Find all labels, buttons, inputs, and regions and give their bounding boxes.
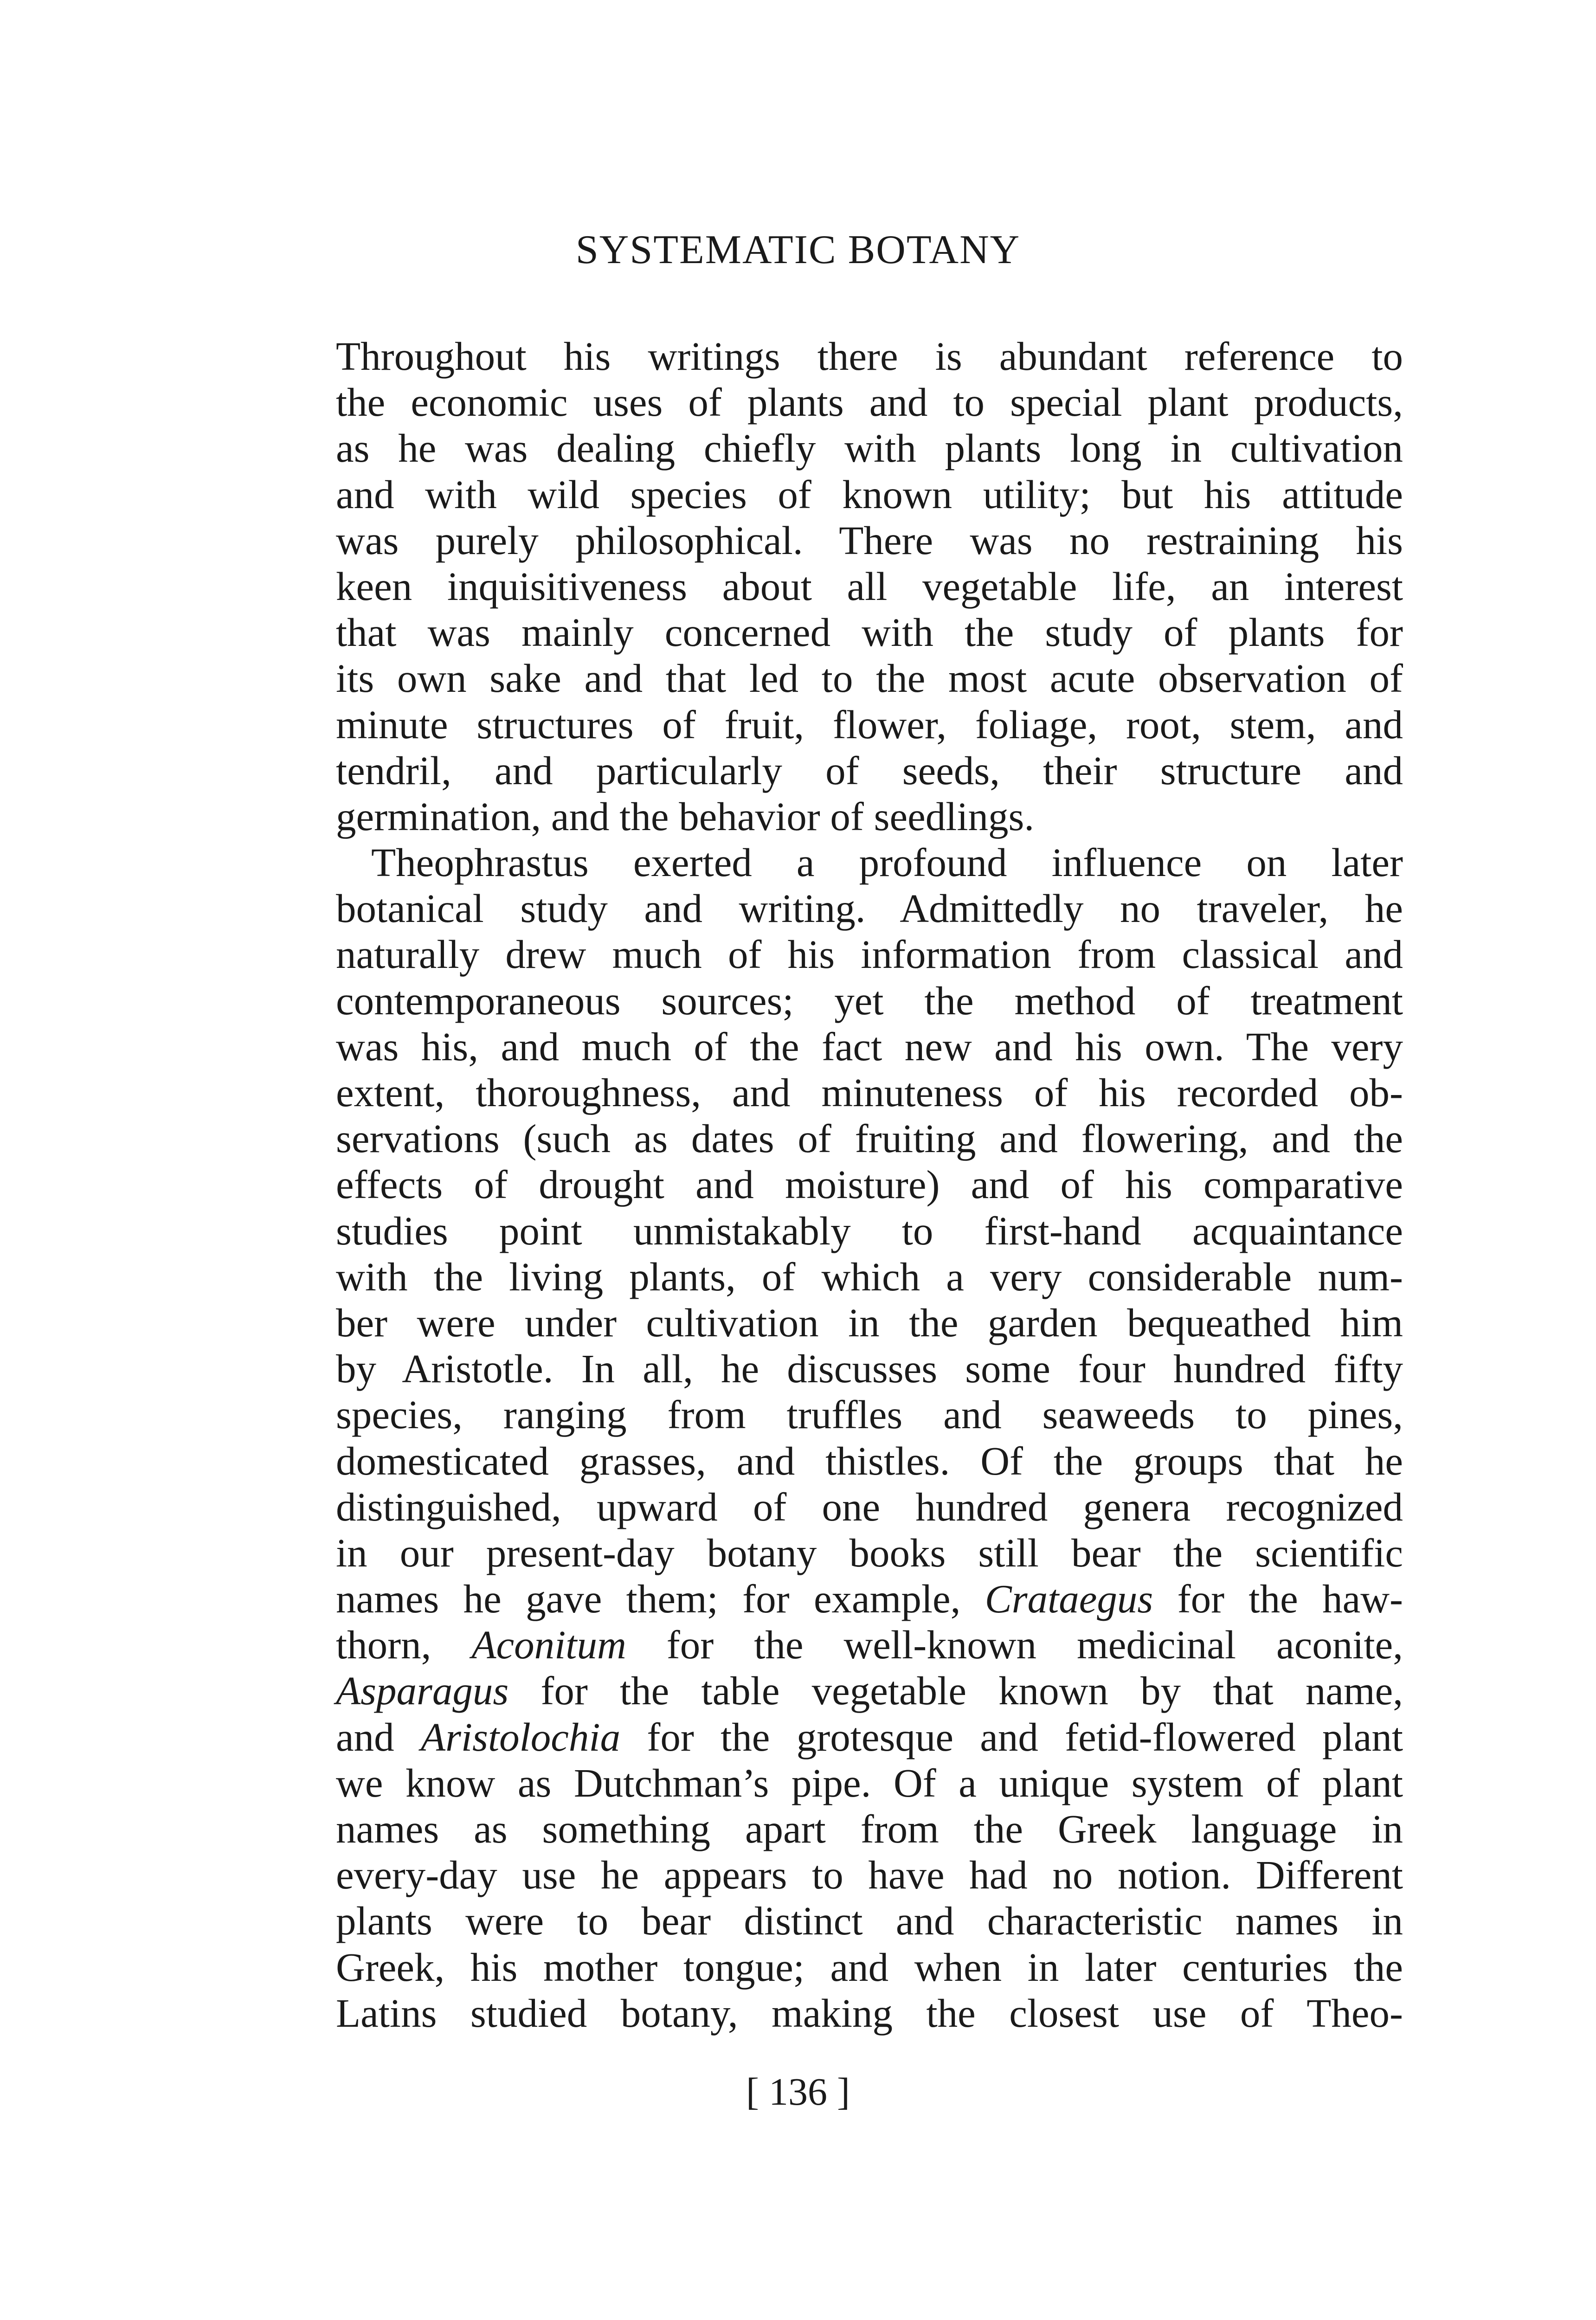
genus-name: Crataegus — [985, 1576, 1153, 1622]
text-line: contemporaneous sources; yet the method of treatment — [336, 978, 1403, 1023]
text-line: effects of drought and moisture) and of his comparative — [336, 1162, 1403, 1207]
text-line: as he was dealing chiefly with plants long in cultivation — [336, 425, 1403, 471]
text-line: Greek, his mother tongue; and when in later centuries the — [336, 1944, 1403, 1990]
body-text — [336, 333, 1403, 2036]
text-line: we know as Dutchman’s pipe. Of a unique system of plant — [336, 1760, 1403, 1805]
text-line: botanical study and writing. Admittedly no traveler, he — [336, 886, 1403, 931]
text-line: and with wild species of known utility; but his attitude — [336, 471, 1403, 517]
text-line: species, ranging from truffles and seaweeds to pines, — [336, 1392, 1403, 1437]
text-line: was purely philosophical. There was no restraining his — [336, 517, 1403, 563]
genus-name: Aconitum — [471, 1622, 626, 1668]
text-line: studies point unmistakably to first-hand acquaintance — [336, 1208, 1403, 1253]
text-line: names he gave them; for example, Crataegus for the haw- — [336, 1576, 1403, 1622]
text-line: was his, and much of the fact new and his own. The very — [336, 1024, 1403, 1069]
text-line: Throughout his writings there is abundant reference to — [336, 334, 1403, 379]
text-line: minute structures of fruit, flower, foliage, root, stem, and — [336, 702, 1403, 747]
text-line: distinguished, upward of one hundred genera recognized — [336, 1484, 1403, 1529]
page-number: [ 136 ] — [746, 2070, 850, 2114]
text-line: and Aristolochia for the grotesque and fetid-flowered plant — [336, 1714, 1403, 1759]
text-line: germination, and the behavior of seedlings. — [336, 793, 1035, 839]
text-line: Latins studied botany, making the closest use of Theo- — [336, 1990, 1403, 2036]
text-line: ber were under cultivation in the garden bequeathed him — [336, 1300, 1403, 1345]
text-line: with the living plants, of which a very considerable num- — [336, 1254, 1403, 1299]
text-line: Asparagus for the table vegetable known by that name, — [336, 1668, 1403, 1714]
text-line: in our present-day botany books still bear the scientific — [336, 1530, 1403, 1575]
text-line: servations (such as dates of fruiting and flowering, and the — [336, 1116, 1403, 1161]
text-line: thorn, Aconitum for the well-known medicinal aconite, — [336, 1622, 1403, 1668]
running-header: SYSTEMATIC BOTANY — [575, 227, 1021, 272]
text-line: its own sake and that led to the most acute observation of — [336, 656, 1403, 701]
text-line: that was mainly concerned with the study of plants for — [336, 610, 1403, 655]
text-line: naturally drew much of his information from classical and — [336, 932, 1403, 977]
genus-name: Aristolochia — [420, 1714, 621, 1759]
text-line: every-day use he appears to have had no notion. Different — [336, 1852, 1403, 1898]
text-line: keen inquisitiveness about all vegetable life, an interest — [336, 563, 1403, 609]
genus-name: Asparagus — [336, 1668, 509, 1714]
text-line: extent, thoroughness, and minuteness of his recorded ob- — [336, 1070, 1403, 1115]
text-line: the economic uses of plants and to special plant products, — [336, 380, 1403, 425]
text-line: plants were to bear distinct and characteristic names in — [336, 1898, 1403, 1944]
text-line: domesticated grasses, and thistles. Of the groups that he — [336, 1438, 1403, 1483]
text-line: tendril, and particularly of seeds, their structure and — [336, 748, 1403, 793]
text-line: Theophrastus exerted a profound influence on later — [371, 840, 1403, 885]
text-line: by Aristotle. In all, he discusses some four hundred fifty — [336, 1346, 1403, 1392]
text-line: names as something apart from the Greek language in — [336, 1806, 1403, 1851]
